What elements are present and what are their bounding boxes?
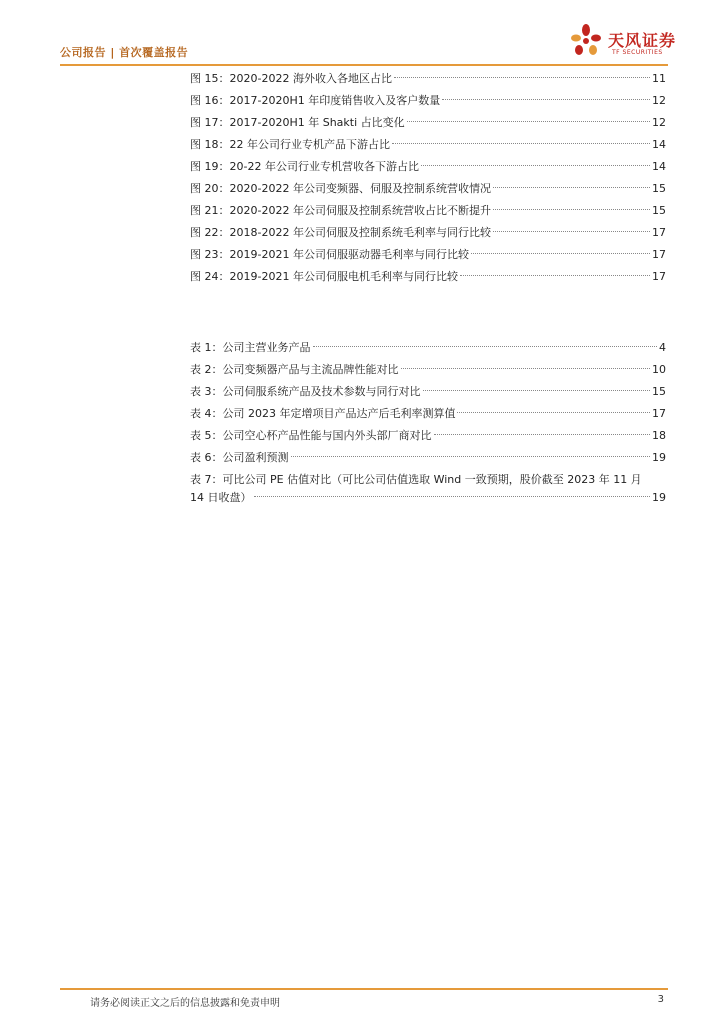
toc-item-figure-15[interactable]: 图 15：2020-2022 海外收入各地区占比 11 <box>190 72 666 85</box>
report-type-label: 公司报告 | 首次覆盖报告 <box>60 46 189 59</box>
toc-item-table-7-page: 19 <box>652 491 666 504</box>
toc-item-table-4[interactable]: 表 4：公司 2023 年定增项目产品达产后毛利率测算值 17 <box>190 407 666 420</box>
footer-divider <box>60 988 668 990</box>
toc-item-figure-21[interactable]: 图 21：2020-2022 年公司伺服及控制系统营收占比不断提升 15 <box>190 204 666 217</box>
toc-item-table-7-line1: 表 7：可比公司 PE 估值对比（可比公司估值选取 Wind 一致预期，股价截至 2023 年 11 月 <box>190 473 642 486</box>
toc-item-table-3[interactable]: 表 3：公司伺服系统产品及技术参数与同行对比 15 <box>190 385 666 398</box>
logo-subtitle: TF SECURITIES <box>612 49 663 56</box>
toc-item-table-2[interactable]: 表 2：公司变频器产品与主流品牌性能对比 10 <box>190 363 666 376</box>
toc-item-table-1[interactable]: 表 1：公司主营业务产品 4 <box>190 341 666 354</box>
toc-item-table-6[interactable]: 表 6：公司盈利预测 19 <box>190 451 666 464</box>
header-divider <box>60 64 668 66</box>
flower-logo-icon <box>568 22 604 62</box>
toc-item-figure-24[interactable]: 图 24：2019-2021 年公司伺服电机毛利率与同行比较 17 <box>190 270 666 283</box>
page-number: 3 <box>657 994 664 1005</box>
toc-item-figure-23[interactable]: 图 23：2019-2021 年公司伺服驱动器毛利率与同行比较 17 <box>190 248 666 261</box>
footer-disclaimer: 请务必阅读正文之后的信息披露和免责申明 <box>90 998 280 1009</box>
toc-item-figure-22[interactable]: 图 22：2018-2022 年公司伺服及控制系统毛利率与同行比较 17 <box>190 226 666 239</box>
toc-item-figure-18[interactable]: 图 18：22 年公司行业专机产品下游占比 14 <box>190 138 666 151</box>
page-header <box>0 0 724 66</box>
toc-item-figure-19[interactable]: 图 19：20-22 年公司行业专机营收各下游占比 14 <box>190 160 666 173</box>
toc-item-figure-17[interactable]: 图 17：2017-2020H1 年 Shakti 占比变化 12 <box>190 116 666 129</box>
table-list <box>190 337 666 507</box>
toc-item-table-7[interactable] <box>190 471 666 507</box>
company-logo <box>568 22 678 62</box>
toc-item-table-5[interactable]: 表 5：公司空心杯产品性能与国内外头部厂商对比 18 <box>190 429 666 442</box>
logo-name: 天风证券 <box>608 31 677 50</box>
toc-item-figure-16[interactable]: 图 16：2017-2020H1 年印度销售收入及客户数量 12 <box>190 94 666 107</box>
toc-item-table-7-line2: 14 日收盘） <box>190 491 252 504</box>
toc-item-figure-20[interactable]: 图 20：2020-2022 年公司变频器、伺服及控制系统营收情况 15 <box>190 182 666 195</box>
figure-list <box>190 68 666 288</box>
